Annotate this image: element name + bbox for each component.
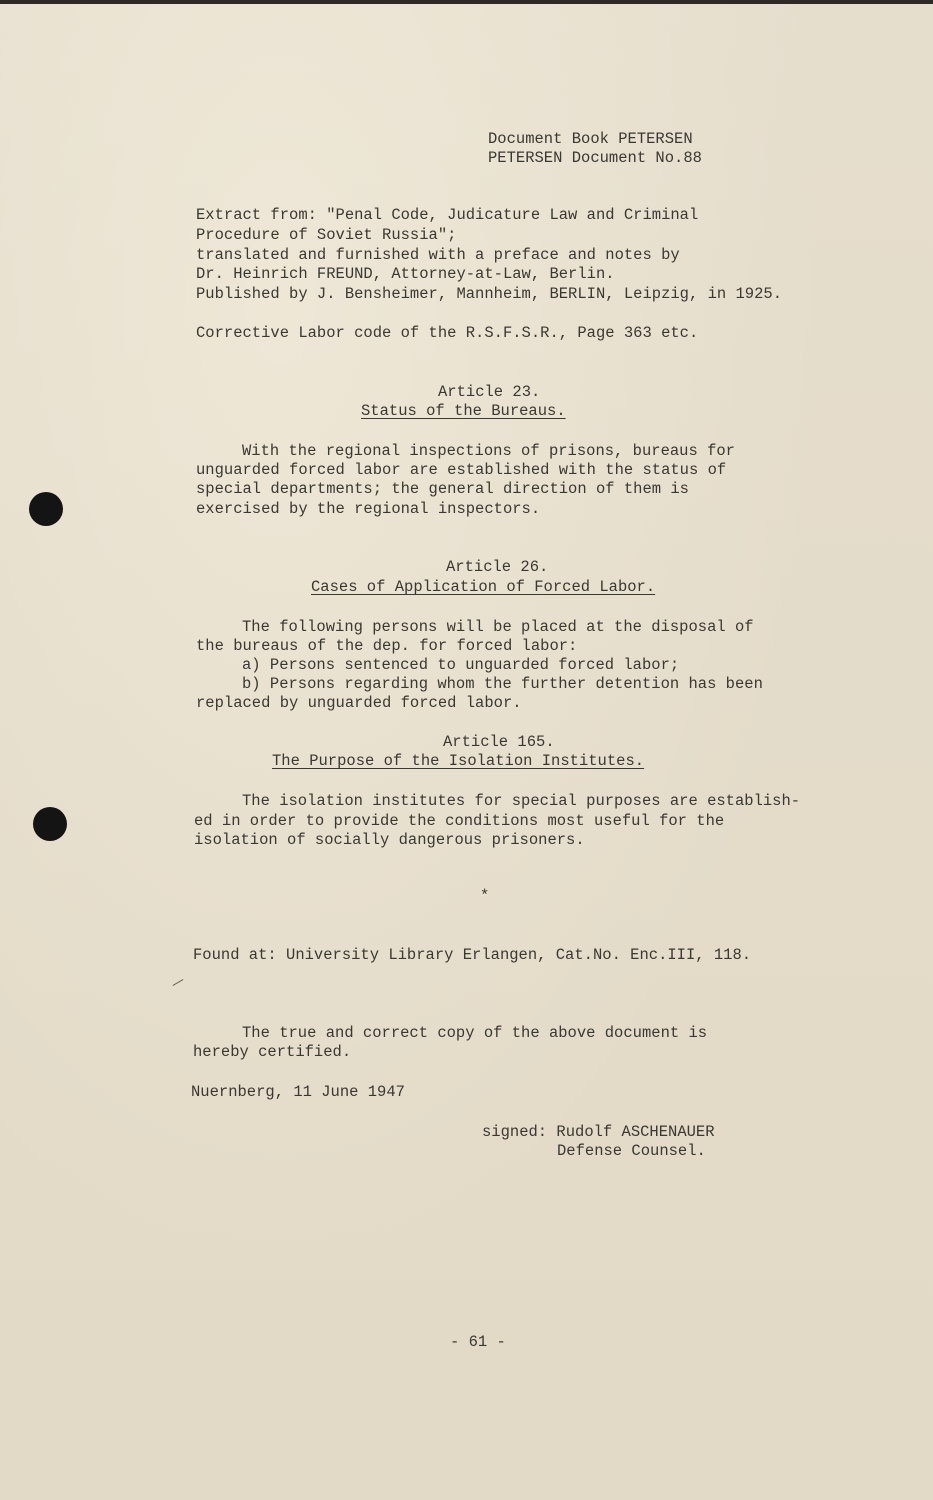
extract-line: translated and furnished with a preface and notes by [196,246,680,264]
found-at: Found at: University Library Erlangen, Cat.No. Enc.III, 118. [193,946,752,964]
article-23-line: With the regional inspections of prisons, bureaus for [242,442,735,460]
article-165-line: The isolation institutes for special purposes are establish- [242,792,801,810]
signature-role: Defense Counsel. [557,1142,706,1160]
extract-line: Published by J. Bensheimer, Mannheim, BERLIN, Leipzig, in 1925. [196,285,782,303]
article-23-line: unguarded forced labor are established with the status of [196,461,727,479]
article-26-line: b) Persons regarding whom the further detention has been [242,675,763,693]
signature: signed: Rudolf ASCHENAUER [482,1123,715,1141]
article-26-line: a) Persons sentenced to unguarded forced labor; [242,656,680,674]
article-165-line: isolation of socially dangerous prisoners. [194,831,585,849]
article-23-line: special departments; the general direction of them is [196,480,689,498]
top-edge [0,0,933,4]
code-reference: Corrective Labor code of the R.S.F.S.R., Page 363 etc. [196,324,699,342]
article-26-title: Cases of Application of Forced Labor. [311,578,656,596]
article-26-line: replaced by unguarded forced labor. [196,694,522,712]
pencil-mark [173,979,184,986]
article-23-heading: Article 23. [438,383,541,401]
article-23-title: Status of the Bureaus. [361,402,566,420]
header-doc-number: PETERSEN Document No.88 [488,149,702,167]
article-165-heading: Article 165. [443,733,555,751]
extract-line: Dr. Heinrich FREUND, Attorney-at-Law, Berlin. [196,265,615,283]
article-165-line: ed in order to provide the conditions most useful for the [194,812,725,830]
punch-hole-upper [29,492,63,526]
extract-line: Extract from: "Penal Code, Judicature Law and Criminal [196,206,699,224]
extract-line: Procedure of Soviet Russia"; [196,226,457,244]
certification-line: The true and correct copy of the above document is [242,1024,708,1042]
article-23-line: exercised by the regional inspectors. [196,500,541,518]
article-26-line: The following persons will be placed at the disposal of [242,618,754,636]
header-doc-book: Document Book PETERSEN [488,130,693,148]
separator-asterisk: * [480,887,490,905]
punch-hole-lower [33,807,67,841]
article-26-heading: Article 26. [446,558,549,576]
article-165-title: The Purpose of the Isolation Institutes. [272,752,645,770]
article-26-line: the bureaus of the dep. for forced labor: [196,637,578,655]
place-date: Nuernberg, 11 June 1947 [191,1083,405,1101]
page-number: - 61 - [450,1333,506,1351]
certification-line: hereby certified. [193,1043,352,1061]
